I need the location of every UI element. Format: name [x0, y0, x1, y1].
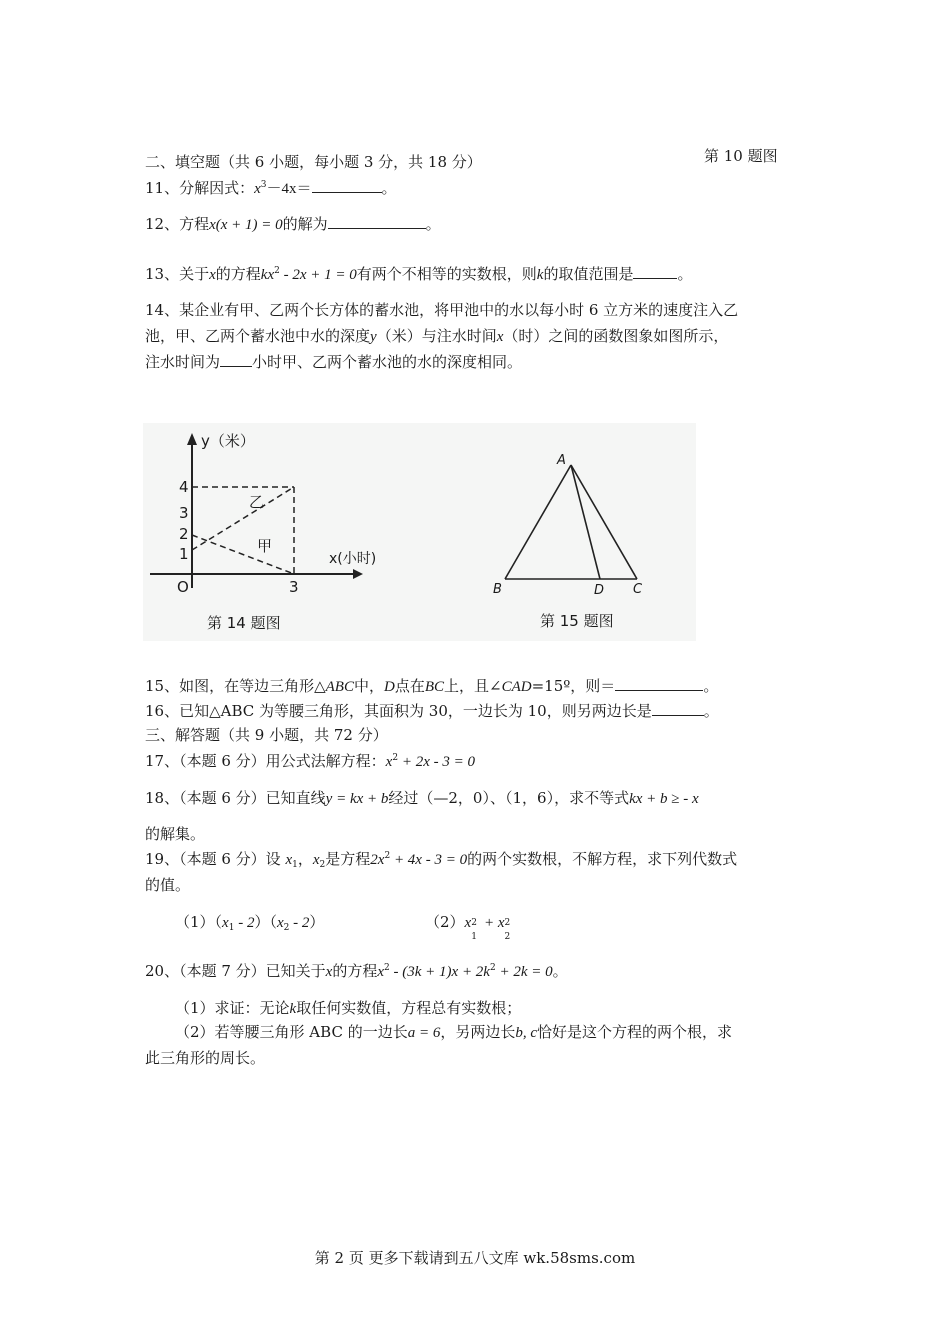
- fig14-x-arrow: [353, 569, 363, 579]
- question-16: 16、已知△ABC 为等腰三角形，其面积为 30，一边长为 10，则另两边长是 。: [145, 702, 719, 720]
- question-20-part1: （1）求证：无论k取任何实数值，方程总有实数根；: [175, 999, 522, 1017]
- fig14-label-jia: 甲: [257, 537, 273, 555]
- question-13: 13、关于x的方程$kx^2 - 2x + 1 = 0$有两个不相等的实数根，则k的取值范围是 。: [145, 265, 693, 283]
- fig14-line-yi: [192, 487, 294, 550]
- fig14-x-label: x(小时): [329, 551, 377, 567]
- question-14-line3: 注水时间为 小时甲、乙两个蓄水池的水的深度相同。: [145, 353, 523, 371]
- question-14-line2: 池，甲、乙两个蓄水池中水的深度y（米）与注水时间x（时）之间的函数图象如图所示，: [145, 327, 729, 345]
- question-12: 12、方程x(x + 1) = 0的解为 。: [145, 215, 441, 233]
- question-18-line2: 的解集。: [145, 825, 206, 843]
- question-20-part2: （2）若等腰三角形 ABC 的一边长a = 6，另两边长b, c恰好是这个方程的两个根，求: [175, 1023, 733, 1041]
- page-footer: 第 2 页 更多下载请到五八文库 wk.58sms.com: [314, 1249, 636, 1267]
- fig14-y-arrow: [187, 433, 197, 445]
- fig14-tick-2: 2: [179, 525, 189, 543]
- fig14-tick-x3: 3: [289, 578, 299, 596]
- fig14-line-jia: [192, 535, 294, 574]
- section3-heading: 三、解答题（共 9 小题，共 72 分）: [145, 726, 388, 744]
- answer-blank: [220, 352, 252, 367]
- question-15: 15、如图，在等边三角形△ABC中，D点在BC上，且∠CAD=15º，则＝ 。: [145, 677, 719, 695]
- question-20-line1: 20、（本题 7 分）已知关于x的方程$x^2 - (3k + 1)x + 2k^2 + 2k = 0$。: [145, 962, 568, 980]
- figures-panel: [143, 423, 696, 641]
- answer-blank: [652, 701, 704, 716]
- fig15-side-ac: [571, 465, 637, 579]
- fig15-caption: 第 15 题图: [540, 612, 614, 630]
- fig14-tick-1: 1: [179, 545, 189, 563]
- fig14-tick-3: 3: [179, 504, 189, 522]
- fig15-label-d: D: [594, 583, 605, 598]
- question-19-line1: 19、（本题 6 分）设 $x_1$，$x_2$是方程$2x^2 + 4x - 3 = 0$的两个实数根，不解方程，求下列代数式: [145, 850, 738, 870]
- fig10-caption: 第 10 题图: [704, 147, 778, 165]
- fig14-caption: 第 14 题图: [207, 614, 281, 632]
- question-18-line1: 18、（本题 6 分）已知直线y = kx + b经过（—2，0）、（1，6），求不等式kx + b ≥ - x: [145, 789, 699, 807]
- question-19-line2: 的值。: [145, 876, 191, 894]
- answer-blank: [312, 178, 382, 193]
- answer-blank: [633, 264, 677, 279]
- question-11: 11、分解因式：$x^3-4x=$ 。: [145, 179, 397, 197]
- question-19-part2: （2）x 2 1 + x 2 2: [425, 913, 511, 942]
- section2-heading: 二、填空题（共 6 小题，每小题 3 分，共 18 分）: [145, 153, 482, 171]
- fig14-tick-4: 4: [179, 478, 189, 496]
- question-20-part2-line2: 此三角形的周长。: [145, 1049, 266, 1067]
- fig15-side-ab: [505, 465, 571, 579]
- fig15-label-a: A: [557, 453, 566, 468]
- fig15-label-c: C: [633, 582, 643, 597]
- fig15-segment-ad: [571, 465, 600, 579]
- answer-blank: [615, 676, 703, 691]
- question-19-part1: $(1)(x_1 - 2)(x_2 - 2)$: [175, 913, 325, 933]
- question-14-line1: 14、某企业有甲、乙两个长方体的蓄水池，将甲池中的水以每小时 6 立方米的速度注入乙: [145, 301, 739, 319]
- answer-blank: [328, 214, 426, 229]
- fig14-y-label: y（米）: [201, 432, 255, 450]
- question-17: 17、（本题 6 分）用公式法解方程：$x^2 + 2x - 3 = 0$: [145, 752, 475, 770]
- figures-svg: [143, 423, 696, 641]
- fig14-label-yi: 乙: [249, 493, 265, 511]
- fig14-origin: O: [177, 578, 189, 596]
- fig15-label-b: B: [493, 582, 502, 597]
